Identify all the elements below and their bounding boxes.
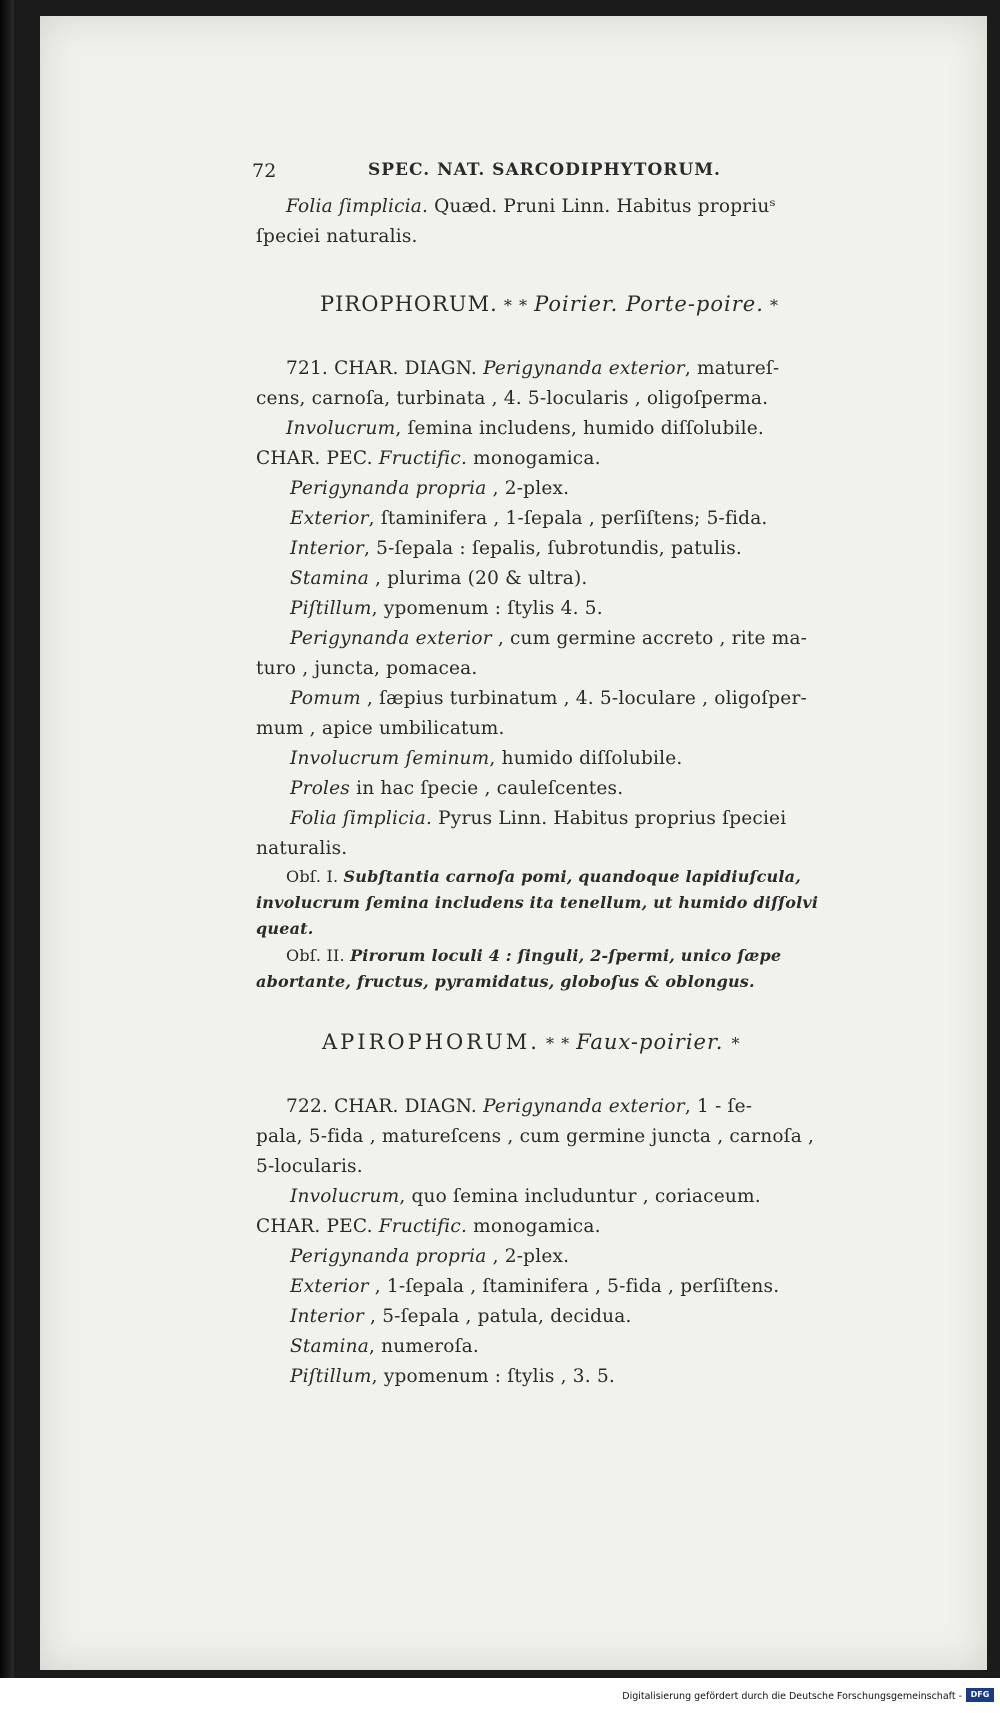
text-line: Stamina , plurima (20 & ultra). xyxy=(290,568,588,589)
text-line: Piſtillum, ypomenum : ſtylis 4. 5. xyxy=(290,598,603,619)
text-line: Folia ſimplicia. Pyrus Linn. Habitus proprius ſpeciei xyxy=(290,808,787,829)
note-line: queat. xyxy=(256,919,314,938)
text-line: 5-locularis. xyxy=(256,1156,363,1177)
text-line: naturalis. xyxy=(256,838,348,859)
page-number: 72 xyxy=(252,160,277,182)
text-line: ſpeciei naturalis. xyxy=(256,226,418,247)
text-line: mum , apice umbilicatum. xyxy=(256,718,505,739)
text-line: Exterior , 1-ſepala , ſtaminifera , 5-fida , perſiſtens. xyxy=(290,1276,780,1297)
text-line: Interior, 5-ſepala : ſepalis, ſubrotundis, patulis. xyxy=(290,538,742,559)
note-line: abortante, fructus, pyramidatus, globoſus & oblongus. xyxy=(256,972,755,991)
text-line: CHAR. PEC. Fructific. monogamica. xyxy=(256,448,601,469)
note-line: Obſ. I. Subſtantia carnoſa pomi, quandoque lapidiuſcula, xyxy=(286,867,802,886)
text-line: Exterior, ſtaminifera , 1-ſepala , perſiſtens; 5-fida. xyxy=(290,508,768,529)
text-line: pala, 5-fida , matureſcens , cum germine juncta , carnoſa , xyxy=(256,1126,815,1147)
text-line: Perigynanda propria , 2-plex. xyxy=(290,1246,570,1267)
text-line: Stamina, numeroſa. xyxy=(290,1336,479,1357)
running-title: SPEC. NAT. SARCODIPHYTORUM. xyxy=(368,160,721,180)
text-line: Perigynanda exterior , cum germine accreto , rite ma- xyxy=(290,628,808,649)
text-line: Proles in hac ſpecie , cauleſcentes. xyxy=(290,778,624,799)
section-heading: PIROPHORUM. * * Poirier. Porte-poire. * xyxy=(320,292,779,316)
text-line: Involucrum, ſemina includens, humido diſſolubile. xyxy=(286,418,765,439)
text-line: cens, carnoſa, turbinata , 4. 5-locularis , oligoſperma. xyxy=(256,388,769,409)
text-line: turo , juncta, pomacea. xyxy=(256,658,478,679)
text-line: 721. CHAR. DIAGN. Perigynanda exterior, matureſ- xyxy=(286,358,780,379)
text-line: Perigynanda propria , 2-plex. xyxy=(290,478,570,499)
text-line: Piſtillum, ypomenum : ſtylis , 3. 5. xyxy=(290,1366,615,1387)
text-line: Involucrum, quo ſemina includuntur , coriaceum. xyxy=(290,1186,761,1207)
text-line: Pomum , ſæpius turbinatum , 4. 5-loculare , oligoſper- xyxy=(290,688,807,709)
text-line: Interior , 5-ſepala , patula, decidua. xyxy=(290,1306,632,1327)
section-heading: APIROPHORUM. * * Faux-poirier. * xyxy=(322,1030,743,1054)
text-line: 722. CHAR. DIAGN. Perigynanda exterior, 1 - ſe- xyxy=(286,1096,753,1117)
text-line: Involucrum ſeminum, humido diſſolubile. xyxy=(290,748,683,769)
text-line: Folia ſimplicia. Quæd. Pruni Linn. Habitus propriuˢ xyxy=(286,196,776,217)
dfg-logo: DFG xyxy=(966,1688,994,1702)
note-line: Obſ. II. Pirorum loculi 4 : ſinguli, 2-ſpermi, unico ſæpe xyxy=(286,946,782,965)
text-line: CHAR. PEC. Fructific. monogamica. xyxy=(256,1216,601,1237)
note-line: involucrum ſemina includens ita tenellum, ut humido diſſolvi xyxy=(256,893,819,912)
funding-notice: Digitalisierung gefördert durch die Deutsche Forschungsgemeinschaft - xyxy=(622,1691,962,1702)
